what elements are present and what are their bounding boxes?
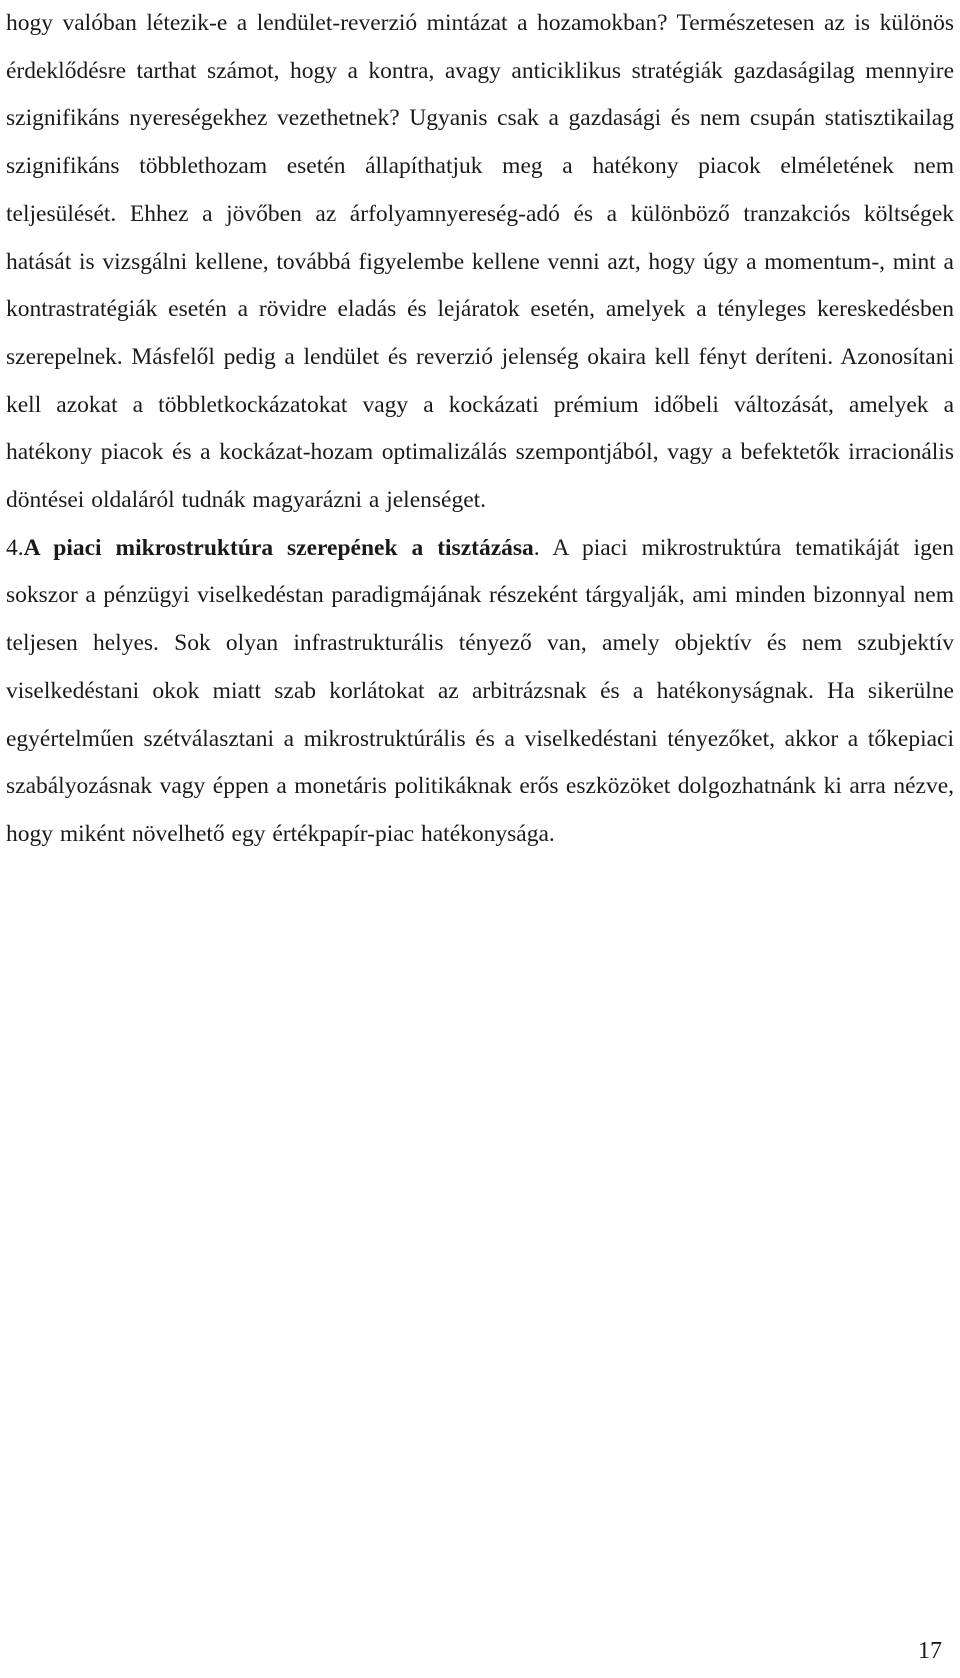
section-body-text: A piaci mikrostruktúra tematikáját igen sokszor a pénzügyi viselkedéstan paradigmájának részeként tárgyalják, ami minden bizonnyal nem teljesen helyes. Sok olyan infrastrukturális tényező van, amely objektív és nem szubjektív viselkedéstani okok miatt szab korlátokat az arbitrázsnak és a hatékonyságnak. Ha sikerülne egyértelműen szétválasztani a mikrostruktúrális és a viselkedéstani tényezőket, akkor a tőkepiaci szabályozásnak vagy éppen a monetáris politikáknak erős eszközöket dolgozhatnánk ki arra nézve, hogy miként növelhető egy értékpapír-piac hatékonysága. (6, 534, 955, 847)
paragraph-section-4 (6, 525, 954, 859)
section-heading-period: . (533, 534, 540, 561)
section-heading: A piaci mikrostruktúra szerepének a tisztázása (23, 534, 534, 561)
section-number: 4. (6, 534, 24, 561)
page-number: 17 (918, 1638, 942, 1664)
page-body (6, 0, 954, 859)
paragraph-continued: hogy valóban létezik-e a lendület-reverzió mintázat a hozamokban? Természetesen az is különös érdeklődésre tarthat számot, hogy a kontra, avagy anticiklikus stratégiák gazdaságilag mennyire szignifikáns nyereségekhez vezethetnek? Ugyanis csak a gazdasági és nem csupán statisztikailag szignifikáns többlethozam esetén állapíthatjuk meg a hatékony piacok elméletének nem teljesülését. Ehhez a jövőben az árfolyamnyereség-adó és a különböző tranzakciós költségek hatását is vizsgálni kellene, továbbá figyelembe kellene venni azt, hogy úgy a momentum-, mint a kontrastratégiák esetén a rövidre eladás és lejáratok esetén, amelyek a tényleges kereskedésben szerepelnek. Másfelől pedig a lendület és reverzió jelenség okaira kell fényt deríteni. Azonosítani kell azokat a többletkockázatokat vagy a kockázati prémium időbeli változását, amelyek a hatékony piacok és a kockázat-hozam optimalizálás szempontjából, vagy a befektetők irracionális döntései oldaláról tudnák magyarázni a jelenséget. (6, 10, 954, 514)
